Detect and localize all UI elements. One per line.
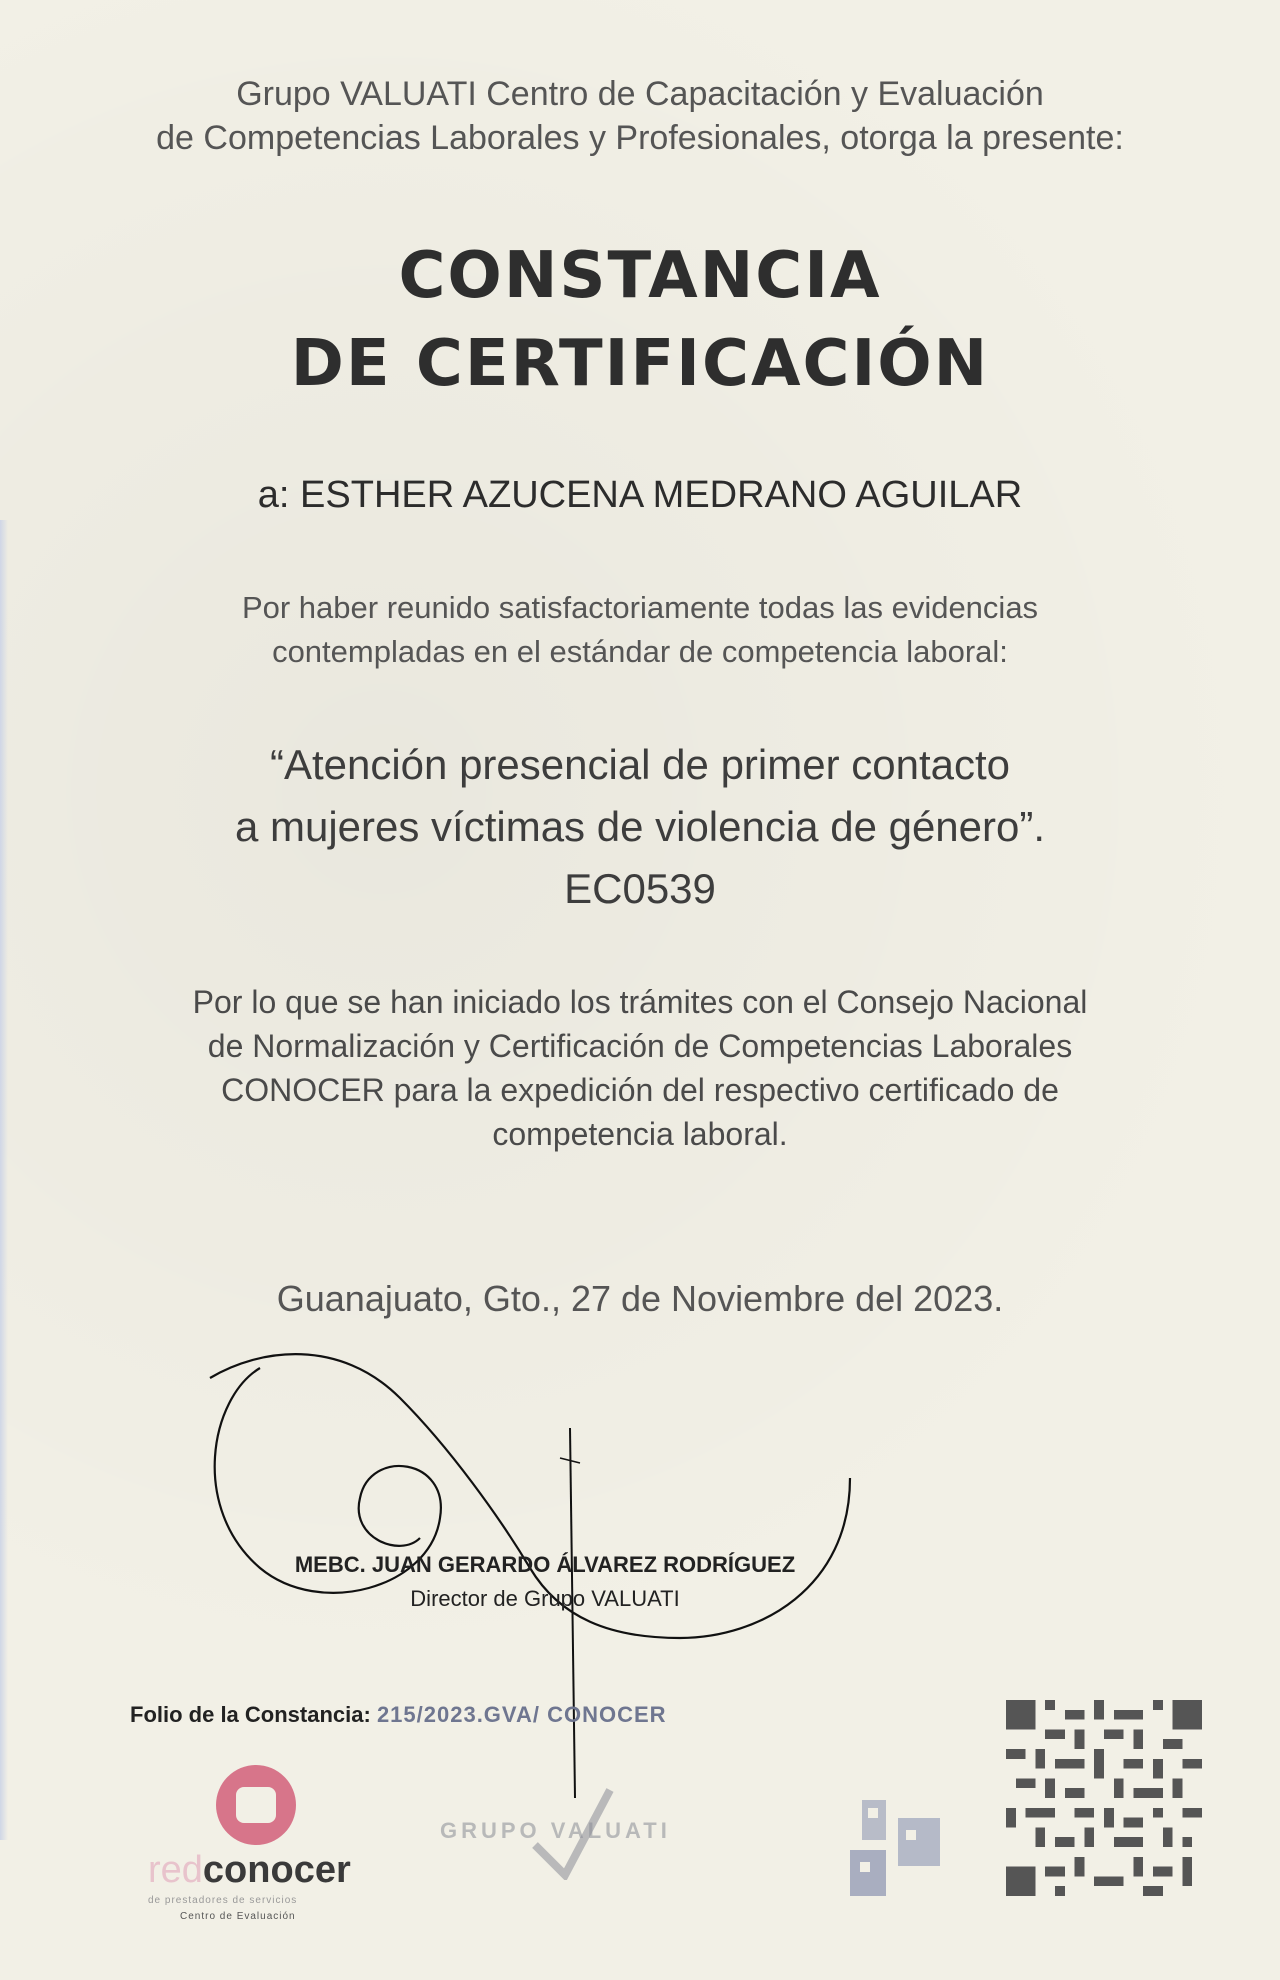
certificate-title: [0, 232, 1280, 408]
valuati-wordmark: GRUPO VALUATI: [440, 1818, 671, 1843]
recipient-prefix: a:: [257, 474, 290, 516]
red-conocer-logo: [148, 1765, 418, 1925]
title-line-2: DE CERTIFICACIÓN: [290, 327, 990, 401]
reason-text: [0, 586, 1280, 674]
standard-line-2: a mujeres víctimas de violencia de género”.: [234, 803, 1046, 850]
qr-code-icon: [1004, 1700, 1204, 1896]
partner-logo-icon: [842, 1800, 952, 1900]
conocer-word: conocer: [202, 1849, 351, 1891]
process-text: [0, 980, 1280, 1156]
intro-line-2: de Competencias Laborales y Profesionales, otorga la presente:: [156, 119, 1124, 157]
folio: [130, 1702, 667, 1728]
intro-line-1: Grupo VALUATI Centro de Capacitación y Evaluación: [236, 75, 1044, 113]
recipient-name: ESTHER AZUCENA MEDRANO AGUILAR: [300, 474, 1023, 516]
folio-value: 215/2023.GVA/ CONOCER: [376, 1702, 667, 1727]
place-and-date: Guanajuato, Gto., 27 de Noviembre del 2023.: [276, 1278, 1004, 1319]
reason-line-2: contempladas en el estándar de competencia laboral:: [272, 634, 1008, 669]
process-line-4: competencia laboral.: [492, 1116, 788, 1152]
signer-block: [0, 1548, 1090, 1616]
signer-name: MEBC. JUAN GERARDO ÁLVAREZ RODRÍGUEZ: [294, 1552, 796, 1577]
grupo-valuati-logo: [440, 1760, 740, 1880]
recipient: [0, 474, 1280, 517]
standard-line-1: “Atención presencial de primer contacto: [269, 741, 1011, 788]
conocer-subtitle: de prestadores de servicios: [148, 1895, 298, 1906]
reason-line-1: Por haber reunido satisfactoriamente todas las evidencias: [241, 590, 1039, 625]
process-line-2: de Normalización y Certificación de Competencias Laborales: [207, 1028, 1073, 1064]
intro-text: [0, 72, 1280, 160]
standard-code: EC0539: [564, 865, 716, 912]
conocer-emblem-icon: [216, 1765, 296, 1845]
competency-standard: [0, 734, 1280, 920]
conocer-wordmark: [148, 1849, 351, 1892]
signer-role: Director de Grupo VALUATI: [410, 1586, 680, 1611]
scan-edge: [0, 520, 8, 1840]
process-line-1: Por lo que se han iniciado los trámites con el Consejo Nacional: [192, 984, 1088, 1020]
process-line-3: CONOCER para la expedición del respectivo certificado de: [221, 1072, 1059, 1108]
conocer-evaluation-center: Centro de Evaluación: [180, 1911, 296, 1922]
title-line-1: CONSTANCIA: [398, 239, 882, 313]
folio-label: Folio de la Constancia:: [130, 1702, 371, 1727]
conocer-prefix: red: [148, 1849, 203, 1891]
